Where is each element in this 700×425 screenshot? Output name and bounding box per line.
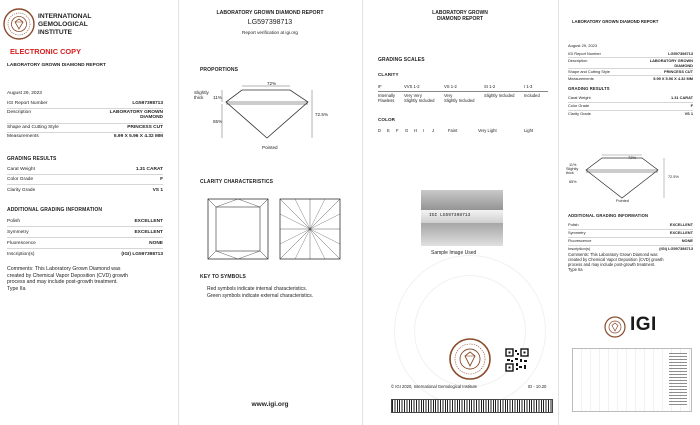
color-letter: I xyxy=(423,128,425,133)
right-crown-percent: 11% xyxy=(569,163,577,167)
scales-header-line-1: LABORATORY GROWN xyxy=(432,10,488,16)
right-depth-percent: 72.5% xyxy=(668,175,679,179)
qr-code-icon xyxy=(505,348,529,372)
desc-line: Included xyxy=(524,93,540,98)
right-table-percent: 72% xyxy=(628,155,637,160)
clarity-grade: I 1-3 xyxy=(524,84,533,89)
comments xyxy=(7,266,128,292)
sample-image-caption: Sample Image Used xyxy=(431,250,477,256)
clarity-grade: SI 1-2 xyxy=(484,84,496,89)
info-key: Description xyxy=(7,110,31,115)
info-value: PRINCESS CUT xyxy=(127,125,163,130)
add-key: Fluorescence xyxy=(7,241,36,246)
add-key: Symmetry xyxy=(568,230,586,235)
key-to-symbols-title: KEY TO SYMBOLS xyxy=(200,274,246,280)
middle-title: LABORATORY GROWN DIAMOND REPORT xyxy=(216,10,324,16)
website-footer: www.igi.org xyxy=(251,401,289,408)
color-desc: Light xyxy=(524,128,534,133)
color-letter: J xyxy=(432,128,435,133)
electronic-copy-label: ELECTRONIC COPY xyxy=(10,47,82,56)
color-letter: F xyxy=(396,128,399,133)
desc-line: Internally xyxy=(378,93,395,98)
desc-line-1: LABORATORY GROWN xyxy=(109,110,163,115)
add-value: EXCELLENT xyxy=(669,222,693,227)
color-letter: H xyxy=(414,128,418,133)
clarity-scale-line xyxy=(378,91,548,92)
grade-key: Carat Weight xyxy=(568,95,591,100)
color-desc: Faint xyxy=(448,128,458,133)
verification-text: Report verification at igi.org xyxy=(242,30,298,35)
igi-seal-icon xyxy=(449,338,491,380)
grade-value: F xyxy=(160,177,163,182)
sample-inscription: IGI LG597398713 xyxy=(429,213,471,218)
grading-results-title: GRADING RESULTS xyxy=(7,156,57,162)
right-panel xyxy=(560,0,700,425)
info-value xyxy=(110,110,163,120)
right-culet-label: Pointed xyxy=(616,199,629,203)
clarity-desc xyxy=(484,94,515,99)
proportions-title: PROPORTIONS xyxy=(200,67,239,73)
clarity-grade: VVS 1-2 xyxy=(404,84,420,89)
info-value xyxy=(650,58,693,68)
right-report-title: LABORATORY GROWN DIAMOND REPORT xyxy=(572,19,659,24)
left-panel xyxy=(0,0,175,425)
org-name xyxy=(38,13,91,37)
right-grading-title: GRADING RESULTS xyxy=(568,86,610,91)
info-key: IGI Report Number xyxy=(568,51,601,56)
culet-label: Pointed xyxy=(262,145,278,150)
report-date: August 29, 2023 xyxy=(7,91,42,96)
color-desc: Very Light xyxy=(478,128,497,133)
pavilion-percent: 65% xyxy=(213,119,223,124)
info-value: PRINCESS CUT xyxy=(664,69,693,74)
info-value: 5.99 X 5.96 X 4.32 MM xyxy=(113,134,163,139)
grade-key: Color Grade xyxy=(7,177,34,182)
info-rows xyxy=(7,99,163,159)
info-key: IGI Report Number xyxy=(7,101,48,106)
rotated-mini-report xyxy=(572,348,692,412)
right-pavilion-percent: 65% xyxy=(569,180,577,184)
clarity-desc xyxy=(378,94,395,103)
copyright-text: © IGI 2020, International Gemological Institute xyxy=(391,384,477,389)
clarity-scale xyxy=(378,84,548,110)
igi-logo-icon xyxy=(604,316,626,338)
proportions-diagram xyxy=(220,80,315,152)
crown-percent: 11% xyxy=(213,95,222,100)
add-value: (IGI) LG597398713 xyxy=(121,252,163,257)
clarity-plot-crown xyxy=(207,198,269,260)
comment-line: process and may include post-growth treatment. xyxy=(7,279,118,285)
panel-divider xyxy=(362,0,363,425)
right-comments xyxy=(568,253,664,273)
mini-report-stub xyxy=(669,353,687,407)
add-value: EXCELLENT xyxy=(134,230,163,235)
clarity-desc xyxy=(444,94,475,103)
right-report-date: August 29, 2023 xyxy=(568,43,598,48)
right-proportions-diagram xyxy=(578,152,670,204)
comment-line: Comments: This Laboratory Grown Diamond was xyxy=(7,266,121,272)
add-value: EXCELLENT xyxy=(134,219,163,224)
clarity-desc xyxy=(524,94,540,99)
grade-value: 1.31 CARAT xyxy=(671,95,693,100)
desc-line-2: DIAMOND xyxy=(674,63,693,68)
add-value: NONE xyxy=(149,241,163,246)
info-key: Measurements xyxy=(568,76,594,81)
additional-grading-title: ADDITIONAL GRADING INFORMATION xyxy=(7,207,103,213)
panel-divider xyxy=(178,0,179,425)
right-additional-title: ADDITIONAL GRADING INFORMATION xyxy=(568,213,649,218)
girdle-line-2: thick xyxy=(194,94,204,100)
depth-percent: 72.5% xyxy=(315,112,329,117)
info-key: Measurements xyxy=(7,134,39,139)
grading-rows xyxy=(7,165,163,195)
info-value: 5.99 X 5.96 X 4.32 MM xyxy=(653,76,693,81)
girdle-label xyxy=(194,91,209,100)
comment-line: process and may include post-growth treatment. xyxy=(568,261,656,267)
comment-line: created by Chemical Vapor Deposition (CVD) growth xyxy=(568,256,664,262)
scales-header-line-2: DIAMOND REPORT xyxy=(436,16,484,22)
additional-rows xyxy=(7,217,163,265)
info-key: Description xyxy=(568,58,588,63)
add-value: (IGI) LG597398713 xyxy=(659,246,693,251)
grade-key: Carat Weight xyxy=(7,167,35,172)
girdle-line-1: Slightly xyxy=(194,90,209,95)
grade-key: Color Grade xyxy=(568,103,590,108)
right-info-rows xyxy=(568,50,693,86)
org-line-1: INTERNATIONAL xyxy=(38,13,92,20)
sample-image xyxy=(421,190,503,246)
girdle-line-1: Slightly xyxy=(566,167,579,171)
key-red-text: Red symbols indicate internal characteristics. xyxy=(207,286,308,292)
key-green-text: Green symbols indicate external characteristics. xyxy=(207,293,314,299)
desc-line: Very Very xyxy=(404,93,422,98)
color-scale xyxy=(378,128,548,138)
clarity-plot-pavilion xyxy=(279,198,341,260)
comment-line: Comments: This Laboratory Grown Diamond was xyxy=(568,252,658,257)
igi-logo-text: IGI xyxy=(630,314,657,335)
clarity-grade: VS 1-2 xyxy=(444,84,457,89)
igi-seal-icon xyxy=(3,8,35,40)
report-title: LABORATORY GROWN DIAMOND REPORT xyxy=(7,63,106,68)
girdle-line-2: thick xyxy=(566,170,574,175)
add-key: Fluorescence xyxy=(568,238,592,243)
grade-value: VS 1 xyxy=(152,188,163,193)
clarity-grade: IF xyxy=(378,84,382,89)
desc-line: Flawless xyxy=(378,97,395,103)
grading-scales-title: GRADING SCALES xyxy=(378,57,425,63)
info-value: LG597398713 xyxy=(132,101,163,106)
grade-key: Clarity Grade xyxy=(568,111,591,116)
right-grading-rows xyxy=(568,94,693,118)
desc-line-2: DIAMOND xyxy=(140,115,163,120)
table-percent: 72% xyxy=(267,81,277,86)
info-value: LG597398713 xyxy=(668,51,693,56)
add-key: Polish xyxy=(7,219,21,224)
middle-report-number: LG597398713 xyxy=(247,19,293,26)
clarity-scale-label: CLARITY xyxy=(378,72,399,77)
org-line-2: GEMOLOGICAL xyxy=(38,20,88,28)
comment-line: created by Chemical Vapor Deposition (CVD) growth xyxy=(7,272,128,279)
color-letter: G xyxy=(405,128,409,133)
grade-value: F xyxy=(690,103,693,108)
desc-line: Slightly Included xyxy=(404,97,435,103)
add-value: EXCELLENT xyxy=(669,230,693,235)
info-key: Shape and Cutting Style xyxy=(7,125,59,130)
desc-line-1: LABORATORY GROWN xyxy=(649,58,693,63)
add-key: Symmetry xyxy=(7,230,29,235)
desc-line: Slightly Included xyxy=(444,97,475,103)
comment-line: Type IIa xyxy=(568,266,583,272)
right-additional-rows xyxy=(568,221,693,253)
right-girdle-label xyxy=(566,168,578,176)
scales-header xyxy=(364,10,556,22)
add-key: Polish xyxy=(568,222,579,227)
desc-line: Slightly Included xyxy=(484,93,515,98)
color-letter: E xyxy=(387,128,390,133)
add-value: NONE xyxy=(681,238,693,243)
add-key: Inscription(s) xyxy=(568,246,591,251)
add-key: Inscription(s) xyxy=(7,252,35,257)
color-scale-label: COLOR xyxy=(378,117,396,122)
grade-key: Clarity Grade xyxy=(7,188,36,193)
grade-value: VS 1 xyxy=(684,111,693,116)
form-code: ID - 10.20 xyxy=(528,384,547,389)
middle-panel xyxy=(180,0,360,425)
panel-divider xyxy=(558,0,559,425)
comment-line: Type IIa xyxy=(7,285,26,292)
clarity-characteristics-title: CLARITY CHARACTERISTICS xyxy=(200,179,274,185)
scales-panel xyxy=(364,0,556,425)
grade-value: 1.31 CARAT xyxy=(135,167,163,172)
org-line-3: INSTITUTE xyxy=(38,28,73,36)
clarity-desc xyxy=(404,94,435,103)
security-strip xyxy=(391,399,553,413)
color-letter: D xyxy=(378,128,382,133)
info-key: Shape and Cutting Style xyxy=(568,69,610,74)
desc-line: Very xyxy=(444,93,453,98)
